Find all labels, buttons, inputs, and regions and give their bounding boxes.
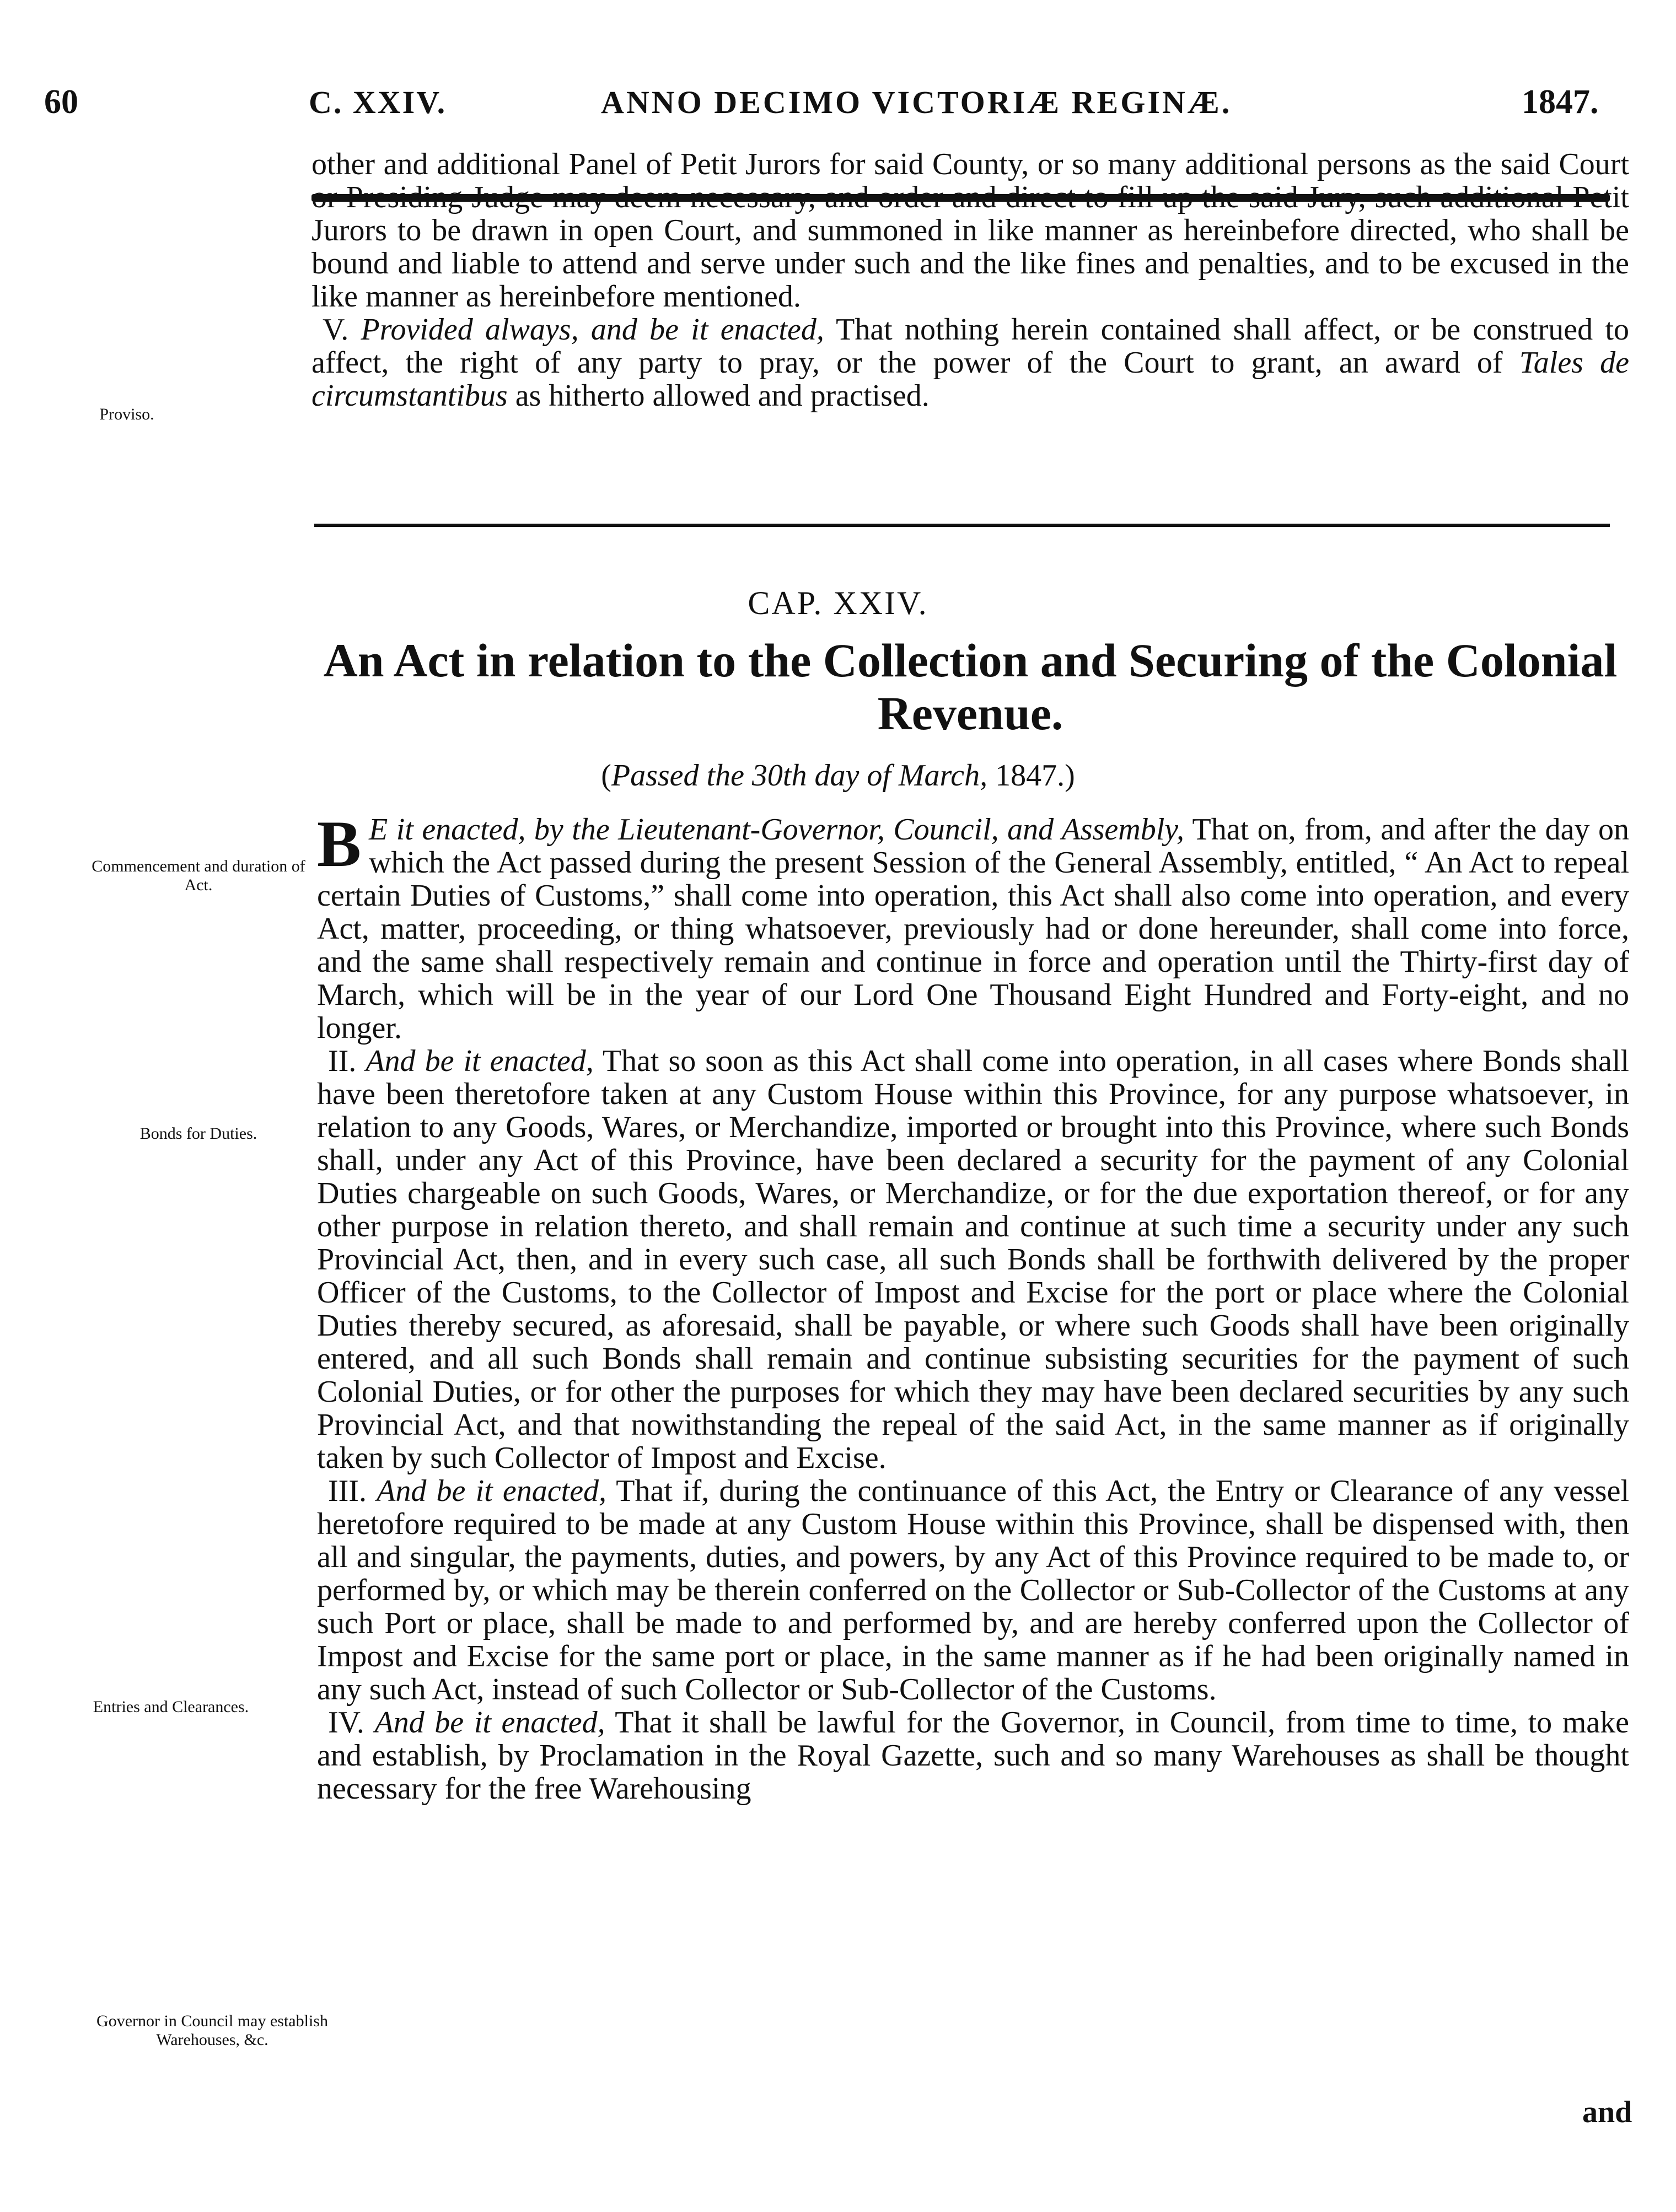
- section-2-text: That so soon as this Act shall come into operation, in all cases where Bonds shall have been theretofore taken at any Custom House within this Province, for any purpose whatsoever, in relation to any Goods, Wares, or Merchandize, imported or brought into this Province, where such Bonds shall, under any Act of this Province, have been declared a security for the payment of any Colonial Duties chargeable on such Goods, Wares, or Merchandize, or for the due exportation thereof, or for any other purpose in relation thereto, and shall remain and continue at such time a security under any such Provincial Act, then, and in every such case, all such Bonds shall be forthwith delivered by the proper Officer of the Customs, to the Collector of Impost and Excise for the port or place where the Colonial Duties thereby secured, as aforesaid, shall be payable, or where such Goods shall have been originally entered, and all such Bonds shall remain and continue subsisting securities for the payment of such Colonial Duties, or for other the purposes for which they may have been declared securities by any such Provincial Act, and that nowithstanding the repeal of the said Act, in the same manner as if originally taken by such Collector of Impost and Excise.: [317, 1044, 1629, 1475]
- running-header: [0, 72, 1676, 132]
- section-1-paragraph: [317, 807, 1629, 1045]
- section-5-text: That nothing herein contained shall affect, or be construed to affect, the right of any party to pray, or the power of the Court to grant, an award of: [311, 313, 1629, 380]
- section-4-enacting-words: And be it enacted,: [374, 1705, 605, 1740]
- cap-number: CAP. XXIV.: [748, 585, 928, 621]
- page-number: 60: [44, 83, 78, 121]
- margin-note-bonds: Bonds for Duties.: [139, 1124, 257, 1143]
- section-2-paragraph: [317, 1045, 1629, 1474]
- section-3-label: III.: [328, 1474, 367, 1508]
- section-5-text-end: as hitherto allowed and practised.: [515, 379, 930, 413]
- margin-note-commencement: Commencement and duration of Act.: [92, 857, 305, 894]
- chapter-number: C. XXIV.: [309, 84, 447, 120]
- header-year: 1847.: [1522, 83, 1599, 121]
- section-5-enacting-words: Provided always, and be it enacted,: [361, 313, 824, 347]
- continuation-paragraph: other and additional Panel of Petit Jurors for said County, or so many additional persons as the said Court or Presiding Judge may deem necessary, and order and direct to fill up the said Jury, such additional Petit Jurors to be drawn in open Court, and summoned in like manner as hereinbefore directed, who shall be bound and liable to attend and serve under such and the like fines and penalties, and to be excused in the like manner as hereinbefore mentioned.: [311, 147, 1629, 314]
- section-4-paragraph: [317, 1706, 1629, 1805]
- margin-note-proviso: Proviso.: [99, 405, 154, 423]
- section-4-label: IV.: [328, 1705, 364, 1740]
- running-title: ANNO DECIMO VICTORIÆ REGINÆ.: [601, 84, 1232, 120]
- section-2-label: II.: [328, 1044, 357, 1078]
- section-5-latin-term: Tales de circumstantibus: [311, 346, 1630, 413]
- section-5-paragraph: [311, 313, 1629, 412]
- drop-cap: B: [317, 807, 362, 880]
- section-divider: [314, 524, 1610, 527]
- catchword: and: [1582, 2095, 1632, 2129]
- section-3-enacting-words: And be it enacted,: [377, 1474, 607, 1508]
- act-title: An Act in relation to the Collection and Securing of the Colonial Revenue.: [323, 634, 1618, 740]
- margin-note-entries: Entries and Clearances.: [93, 1698, 249, 1716]
- section-3-paragraph: [317, 1474, 1629, 1706]
- section-2-enacting-words: And be it enacted,: [366, 1044, 594, 1078]
- section-1-enacting-words: E it enacted, by the Lieutenant-Governor, Council, and Assembly,: [369, 812, 1185, 847]
- act-body-text: [317, 807, 1630, 1806]
- margin-note-governor: Governor in Council may establish Warehouses, &c.: [96, 2012, 328, 2049]
- passed-date: (Passed the 30th day of March, 1847.): [601, 758, 1075, 793]
- section-1-text: That on, from, and after the day on which the Act passed during the present Session of the General Assembly, entitled, “ An Act to repeal certain Duties of Customs,” shall come into operation, this Act shall also come into operation, and every Act, matter, proceeding, or thing whatsoever, previously had or done hereunder, shall come into force, and the same shall respectively remain and continue in force and operation until the Thirty-first day of March, which will be in the year of our Lord One Thousand Eight Hundred and Forty-eight, and no longer.: [317, 812, 1629, 1045]
- previous-section-text: [311, 148, 1629, 412]
- section-4-text: That it shall be lawful for the Governor, in Council, from time to time, to make and establish, by Proclamation in the Royal Gazette, such and so many Warehouses as shall be thought necessary for the free Warehousing: [317, 1705, 1630, 1806]
- section-3-text: That if, during the continuance of this Act, the Entry or Clearance of any vessel heretofore required to be made at any Custom House within this Province, shall be dispensed with, then all and singular, the payments, duties, and powers, by any Act of this Province required to be made to, or performed by, or which may be therein conferred on the Collector or Sub-Collector of the Customs at any such Port or place, shall be made to and performed by, and are hereby conferred upon the Collector of Impost and Excise for the same port or place, in the same manner as if he had been originally named in any such Act, instead of such Collector or Sub-Collector of the Customs.: [317, 1474, 1629, 1707]
- section-5-label: V.: [323, 313, 349, 347]
